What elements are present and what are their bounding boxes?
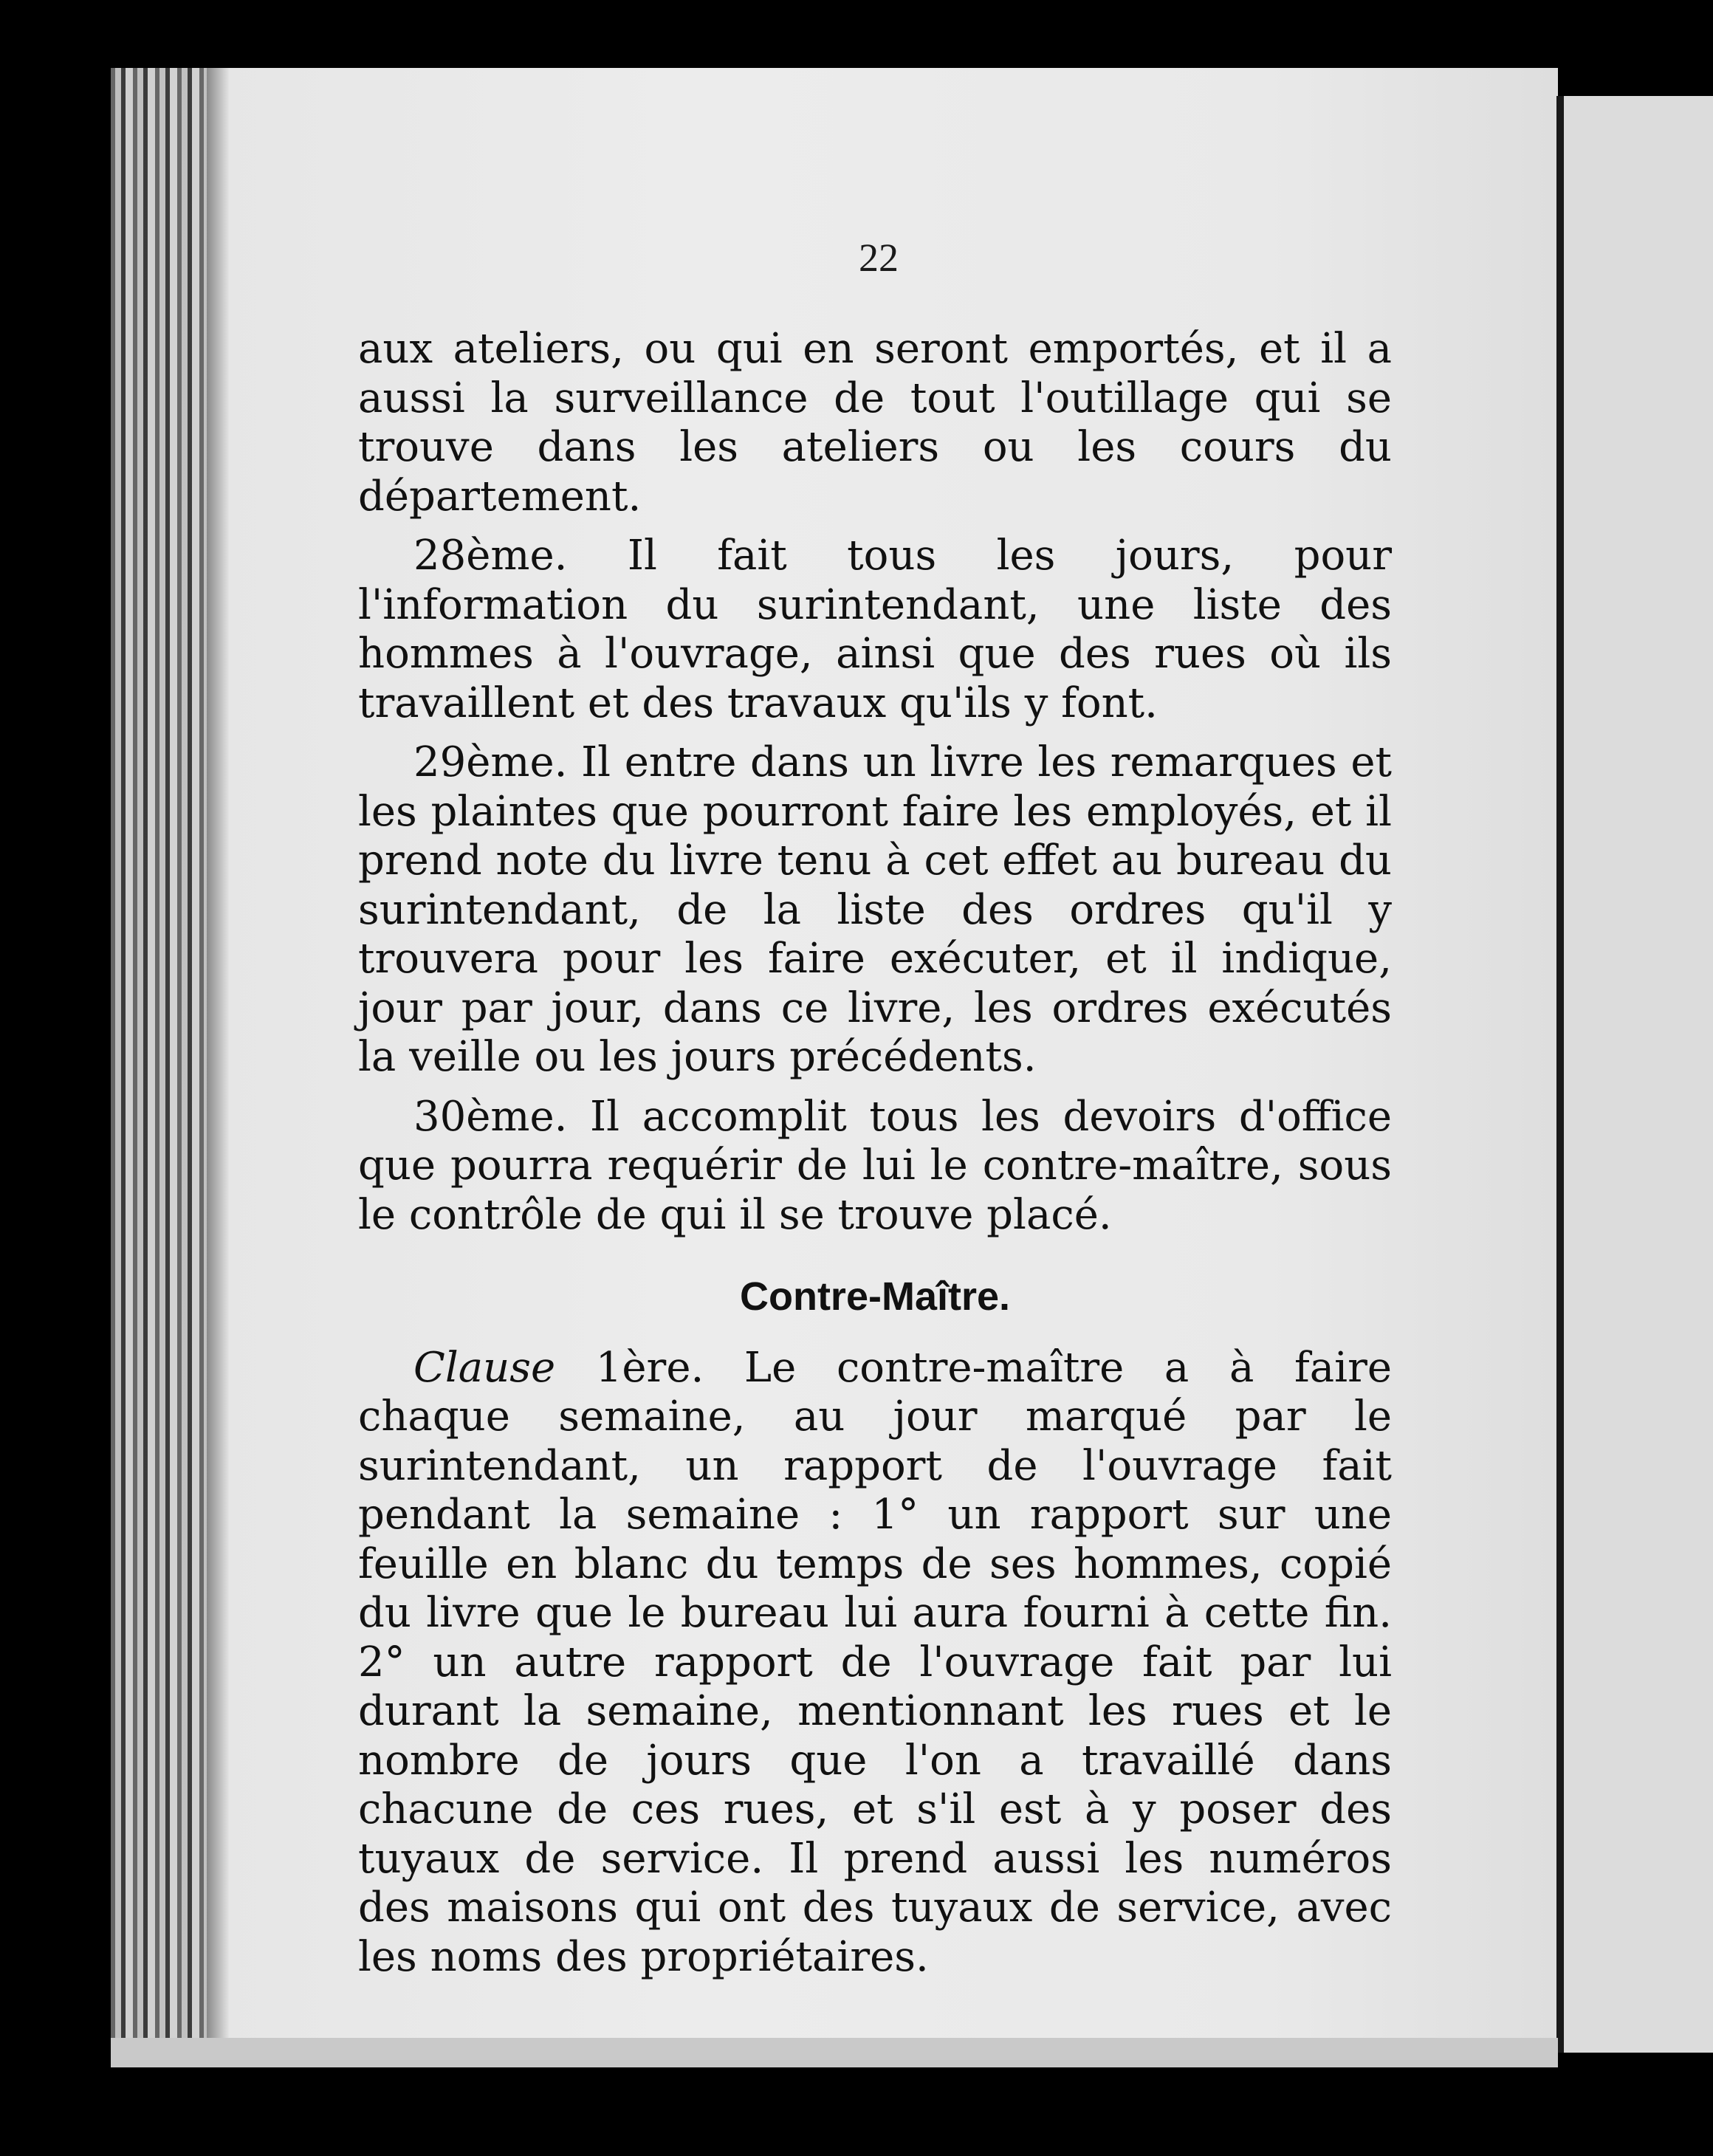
paragraph-article-29: 29ème. Il entre dans un livre les remarques et les plaintes que pourront faire les employés, et il prend note du livre tenu à cet effet au bureau du surintendant, de la liste des ordres qu'il y trouvera pour les faire exécuter, et il indique, jour par jour, dans ce livre, les ordres exécutés la veille ou les jours précédents. xyxy=(358,738,1392,1081)
clause-text: 1ère. Le contre-maître a à faire chaque semaine, au jour marqué par le surintendant, un rapport de l'ouvrage fait pendant la semaine : 1° un rapport sur une feuille en blanc du temps de ses hommes, copié du livre que le bureau lui aura fourni à cette fin. 2° un autre rapport de l'ouvrage fait par lui durant la semaine, mentionnant les rues et le nombre de jours que l'on a travaillé dans chacune de ces rues, et s'il est à y poser des tuyaux de service. Il prend aussi les numéros des maisons qui ont des tuyaux de service, avec les noms des propriétaires. xyxy=(358,1343,1392,1981)
page-number: 22 xyxy=(859,236,899,280)
paragraph-continuation: aux ateliers, ou qui en seront emportés, et il a aussi la surveillance de tout l'outillage qui se trouve dans les ateliers ou les cours du département. xyxy=(358,325,1392,521)
clause-label: Clause xyxy=(413,1343,556,1392)
paragraph-article-28: 28ème. Il fait tous les jours, pour l'information du surintendant, une liste des hommes à l'ouvrage, ainsi que des rues où ils travaillent et des travaux qu'ils y font. xyxy=(358,532,1392,727)
gutter-shadow xyxy=(207,68,229,2067)
book-spine-edge xyxy=(111,68,207,2067)
section-heading: Contre-Maître. xyxy=(739,1274,1011,1319)
facing-page xyxy=(1564,96,1713,2053)
page-bottom-edge xyxy=(111,2038,1558,2067)
body-text xyxy=(358,325,1392,1992)
paragraph-clause-1 xyxy=(358,1344,1392,1982)
facing-page-edge xyxy=(1556,96,1564,2053)
paragraph-article-30: 30ème. Il accomplit tous les devoirs d'office que pourra requérir de lui le contre-maître, sous le contrôle de qui il se trouve placé. xyxy=(358,1092,1392,1239)
